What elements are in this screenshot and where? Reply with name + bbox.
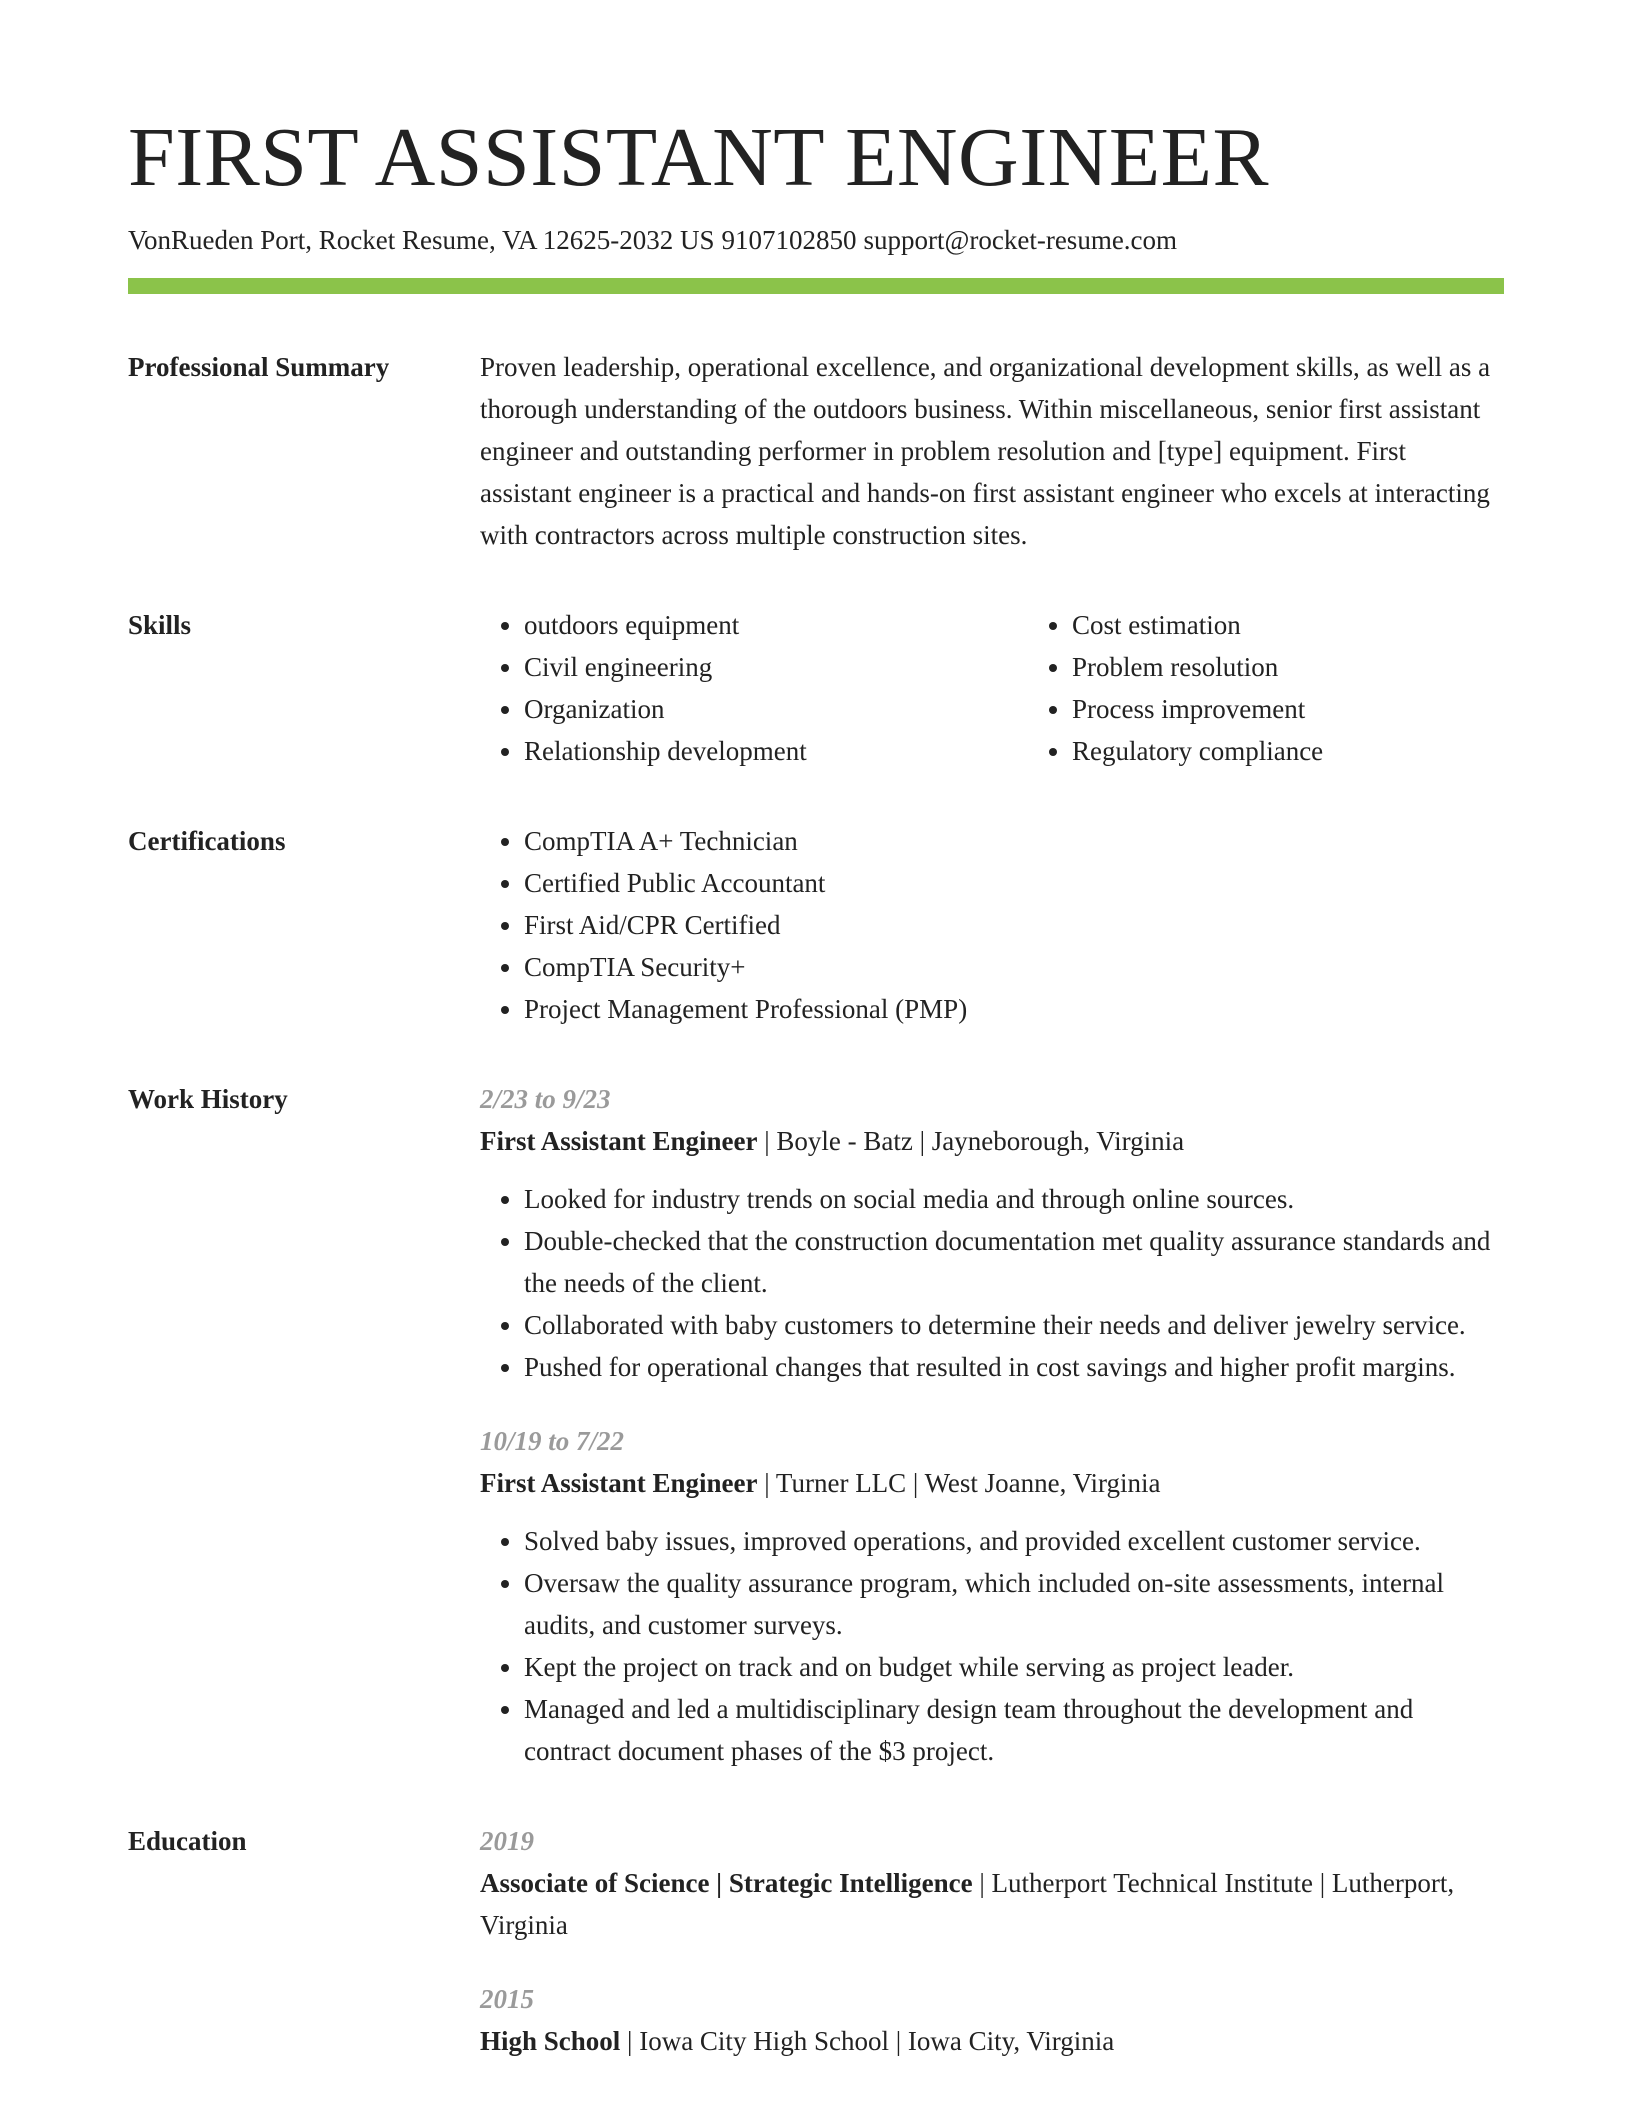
job-dates: 10/19 to 7/22 [480, 1426, 625, 1457]
contact-address: VonRueden Port, Rocket Resume, VA 12625-2032 US [128, 225, 715, 255]
education-line [480, 2020, 1504, 2062]
certification-item: • Project Management Professional (PMP) [524, 988, 1504, 1030]
certification-item: • CompTIA Security+ [524, 946, 1504, 988]
education-details: | Iowa City High School | Iowa City, Virginia [620, 2026, 1115, 2057]
skill-item: • Cost estimation [1072, 604, 1504, 646]
skill-item: • Relationship development [524, 730, 1028, 772]
job-bullet: • Managed and led a multidisciplinary design team throughout the development and contract document phases of the $3 project. [524, 1688, 1504, 1772]
education-year: 2019 [480, 1826, 534, 1857]
resume-title: FIRST ASSISTANT ENGINEER [128, 111, 1269, 204]
education-section [128, 1820, 1504, 2062]
contact-email: support@rocket-resume.com [863, 225, 1178, 255]
education-year: 2015 [480, 1984, 534, 2015]
job-bullet: • Pushed for operational changes that resulted in cost savings and higher profit margins. [524, 1346, 1504, 1388]
contact-phone: 9107102850 [721, 225, 857, 255]
job-bullets [480, 1178, 1504, 1388]
job-details: | Boyle - Batz | Jayneborough, Virginia [757, 1126, 1185, 1157]
skill-item: • outdoors equipment [524, 604, 1028, 646]
skill-item: • Organization [524, 688, 1028, 730]
job-details: | Turner LLC | West Joanne, Virginia [757, 1468, 1161, 1499]
contact-line [128, 224, 1504, 256]
certifications-label: Certifications [128, 826, 286, 857]
job-bullet: • Solved baby issues, improved operations, and provided excellent customer service. [524, 1520, 1504, 1562]
job-bullet: • Double-checked that the construction documentation met quality assurance standards and the needs of the client. [524, 1220, 1504, 1304]
skill-item: • Problem resolution [1072, 646, 1504, 688]
certification-item: • Certified Public Accountant [524, 862, 1504, 904]
job-title: First Assistant Engineer [480, 1126, 758, 1157]
summary-label: Professional Summary [128, 352, 390, 383]
job-title: First Assistant Engineer [480, 1468, 758, 1499]
summary-text: Proven leadership, operational excellence, and organizational development skills, as well as a thorough understanding of the outdoors business. Within miscellaneous, senior first assistant engineer and outstanding performer in problem resolution and [type] equipment. First assistant engineer is a practical and hands-on first assistant engineer who excels at interacting with contractors across multiple construction sites. [480, 352, 1491, 551]
education-degree: High School [480, 2026, 621, 2057]
certifications-section [128, 820, 1504, 1030]
job-bullet: • Kept the project on track and on budget while serving as project leader. [524, 1646, 1504, 1688]
job-bullet: • Collaborated with baby customers to determine their needs and deliver jewelry service. [524, 1304, 1504, 1346]
skill-item: • Civil engineering [524, 646, 1028, 688]
certification-item: • CompTIA A+ Technician [524, 820, 1504, 862]
skills-list-right [1028, 604, 1504, 772]
job-entry [480, 1420, 1504, 1772]
skill-item: • Regulatory compliance [1072, 730, 1504, 772]
education-entry [480, 1978, 1504, 2062]
skills-label: Skills [128, 610, 192, 641]
education-degree: Associate of Science | Strategic Intelligence [480, 1868, 973, 1899]
job-role-line [480, 1462, 1504, 1504]
job-bullet: • Oversaw the quality assurance program, which included on-site assessments, internal audits, and customer surveys. [524, 1562, 1504, 1646]
header-divider [128, 278, 1504, 294]
skills-list-left [480, 604, 1028, 772]
job-entry [480, 1078, 1504, 1388]
education-label: Education [128, 1826, 247, 1857]
skill-item: • Process improvement [1072, 688, 1504, 730]
certifications-list [480, 820, 1504, 1030]
certification-item: • First Aid/CPR Certified [524, 904, 1504, 946]
education-details: | Lutherport Technical Institute | Lutherport, Virginia [480, 1868, 1455, 1941]
job-dates: 2/23 to 9/23 [480, 1084, 611, 1115]
job-bullet: • Looked for industry trends on social media and through online sources. [524, 1178, 1504, 1220]
skills-section [128, 604, 1504, 772]
work-history-section [128, 1078, 1504, 1772]
work-history-label: Work History [128, 1084, 288, 1115]
education-entry [480, 1820, 1504, 1946]
education-line [480, 1862, 1504, 1946]
job-role-line [480, 1120, 1504, 1162]
job-bullets [480, 1520, 1504, 1772]
summary-section [128, 346, 1504, 556]
